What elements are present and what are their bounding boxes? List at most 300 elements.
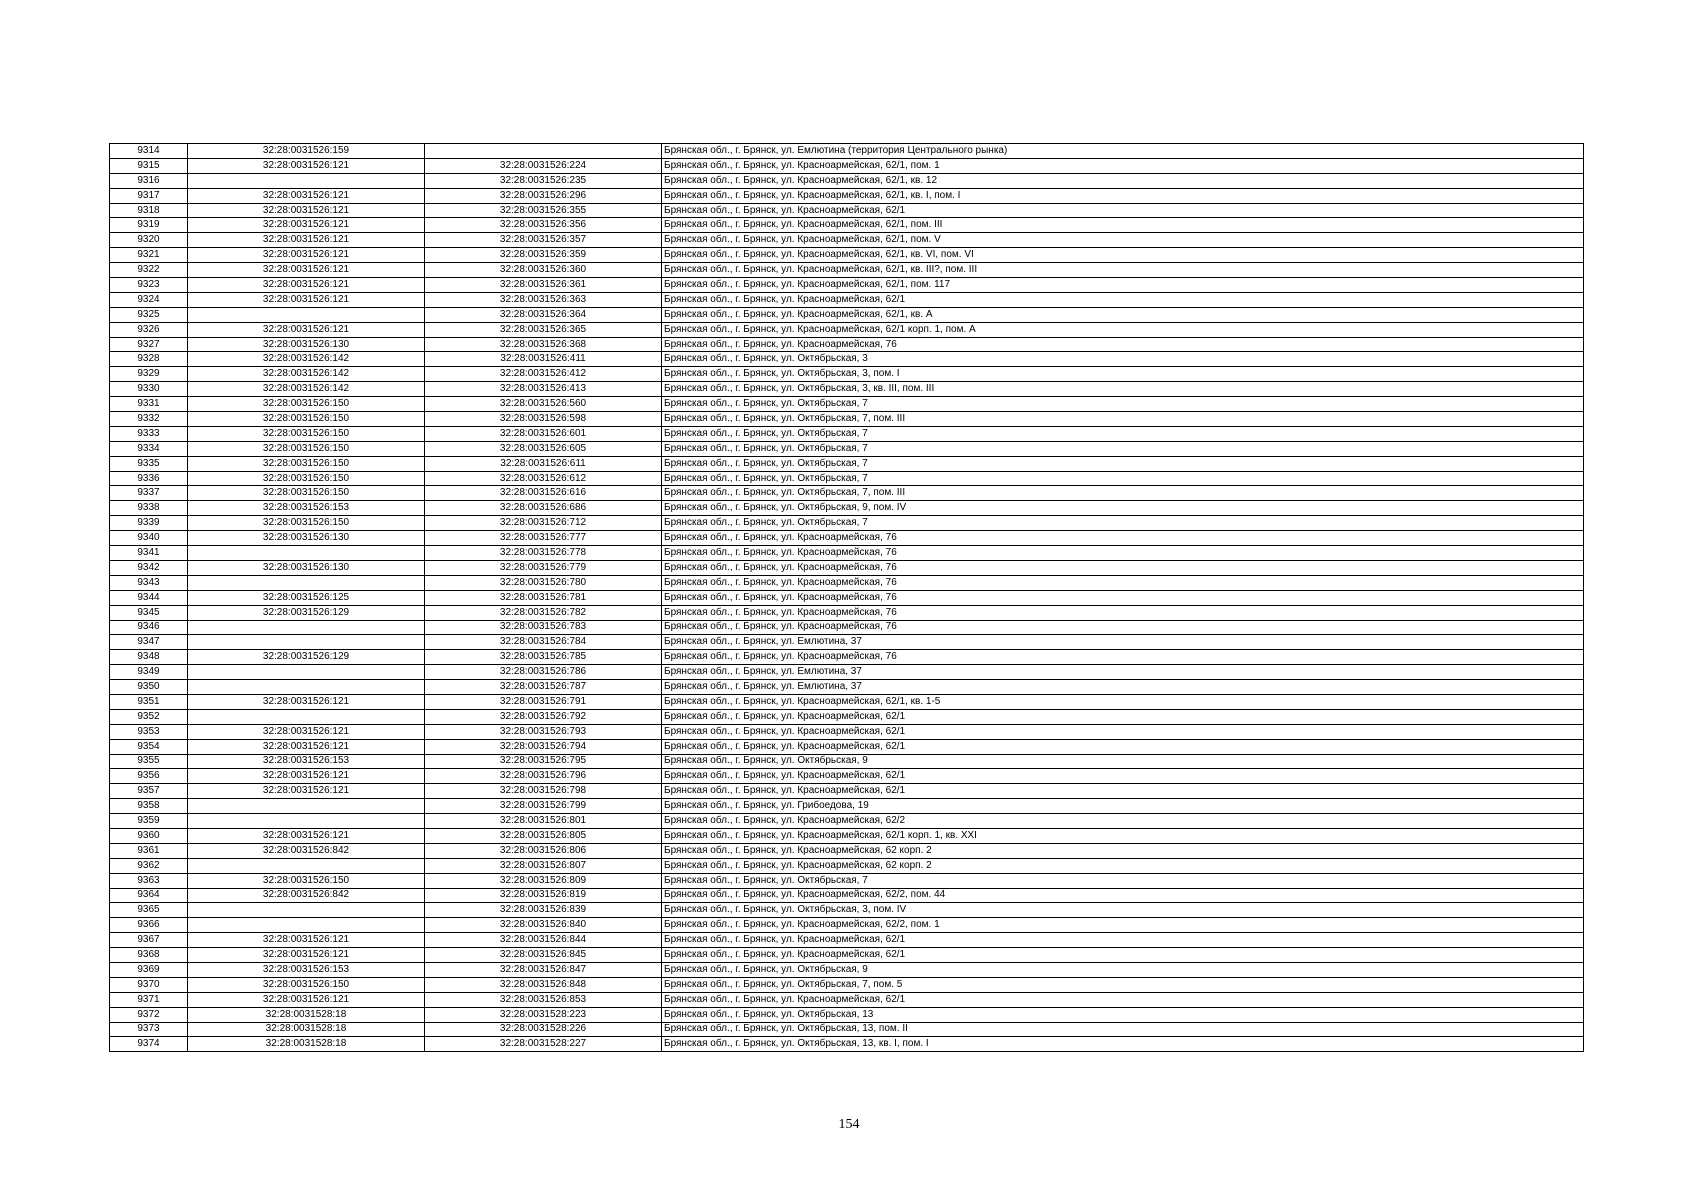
table-row: [110, 471, 1584, 486]
table-row: [110, 292, 1584, 307]
row-number-cell: 9333: [110, 426, 188, 441]
row-number-cell: 9371: [110, 992, 188, 1007]
cadastral-number-cell: 32:28:0031526:794: [425, 739, 662, 754]
parent-cadastral-number-cell: 32:28:0031526:121: [188, 278, 425, 293]
cadastral-number-cell: 32:28:0031526:368: [425, 337, 662, 352]
address-cell: Брянская обл., г. Брянск, ул. Красноармейская, 62 корп. 2: [662, 858, 1584, 873]
table-row: [110, 158, 1584, 173]
row-number-cell: 9336: [110, 471, 188, 486]
cadastral-number-cell: 32:28:0031526:363: [425, 292, 662, 307]
parent-cadastral-number-cell: 32:28:0031526:121: [188, 694, 425, 709]
address-cell: Брянская обл., г. Брянск, ул. Красноармейская, 62/2: [662, 814, 1584, 829]
parent-cadastral-number-cell: 32:28:0031526:150: [188, 977, 425, 992]
page-number: 154: [838, 1117, 860, 1132]
parent-cadastral-number-cell: 32:28:0031526:150: [188, 412, 425, 427]
table-row: [110, 977, 1584, 992]
parent-cadastral-number-cell: 32:28:0031528:18: [188, 1022, 425, 1037]
cadastral-number-cell: 32:28:0031526:796: [425, 769, 662, 784]
parent-cadastral-number-cell: 32:28:0031528:18: [188, 1037, 425, 1052]
cadastral-number-cell: 32:28:0031526:364: [425, 307, 662, 322]
address-cell: Брянская обл., г. Брянск, ул. Октябрьская, 13, пом. II: [662, 1022, 1584, 1037]
address-cell: Брянская обл., г. Брянск, ул. Октябрьская, 7: [662, 441, 1584, 456]
table-row: [110, 918, 1584, 933]
address-cell: Брянская обл., г. Брянск, ул. Октябрьская, 3, пом. I: [662, 367, 1584, 382]
address-cell: Брянская обл., г. Брянск, ул. Красноармейская, 76: [662, 337, 1584, 352]
cadastral-number-cell: 32:28:0031526:560: [425, 397, 662, 412]
parent-cadastral-number-cell: 32:28:0031526:121: [188, 948, 425, 963]
cadastral-number-cell: 32:28:0031526:781: [425, 590, 662, 605]
table-row: [110, 1022, 1584, 1037]
row-number-cell: 9319: [110, 218, 188, 233]
cadastral-number-cell: 32:28:0031526:799: [425, 799, 662, 814]
cadastral-number-cell: 32:28:0031526:801: [425, 814, 662, 829]
row-number-cell: 9323: [110, 278, 188, 293]
address-cell: Брянская обл., г. Брянск, ул. Октябрьская, 7: [662, 873, 1584, 888]
row-number-cell: 9360: [110, 828, 188, 843]
row-number-cell: 9369: [110, 962, 188, 977]
address-cell: Брянская обл., г. Брянск, ул. Красноармейская, 62/1 корп. 1, пом. А: [662, 322, 1584, 337]
row-number-cell: 9317: [110, 188, 188, 203]
row-number-cell: 9341: [110, 546, 188, 561]
address-cell: Брянская обл., г. Брянск, ул. Октябрьская, 7: [662, 426, 1584, 441]
table-row: [110, 620, 1584, 635]
row-number-cell: 9355: [110, 754, 188, 769]
row-number-cell: 9345: [110, 605, 188, 620]
table-row: [110, 769, 1584, 784]
address-cell: Брянская обл., г. Брянск, ул. Красноармейская, 76: [662, 590, 1584, 605]
parent-cadastral-number-cell: 32:28:0031526:121: [188, 828, 425, 843]
address-cell: Брянская обл., г. Брянск, ул. Красноармейская, 62/1, кв. VI, пом. VI: [662, 248, 1584, 263]
table-row: [110, 501, 1584, 516]
parent-cadastral-number-cell: 32:28:0031526:121: [188, 724, 425, 739]
table-row: [110, 590, 1584, 605]
row-number-cell: 9361: [110, 843, 188, 858]
address-cell: Брянская обл., г. Брянск, ул. Красноармейская, 62/1, пом. V: [662, 233, 1584, 248]
table-row: [110, 412, 1584, 427]
cadastral-number-cell: 32:28:0031526:798: [425, 784, 662, 799]
table-row: [110, 278, 1584, 293]
parent-cadastral-number-cell: 32:28:0031526:142: [188, 367, 425, 382]
parent-cadastral-number-cell: [188, 575, 425, 590]
address-cell: Брянская обл., г. Брянск, ул. Красноармейская, 62/1, кв. I, пом. I: [662, 188, 1584, 203]
row-number-cell: 9372: [110, 1007, 188, 1022]
address-cell: Брянская обл., г. Брянск, ул. Красноармейская, 62/1: [662, 709, 1584, 724]
table-row: [110, 1037, 1584, 1052]
cadastral-number-cell: 32:28:0031526:361: [425, 278, 662, 293]
address-cell: Брянская обл., г. Брянск, ул. Красноармейская, 62/1: [662, 292, 1584, 307]
row-number-cell: 9352: [110, 709, 188, 724]
row-number-cell: 9332: [110, 412, 188, 427]
cadastral-number-cell: 32:28:0031526:296: [425, 188, 662, 203]
table-row: [110, 352, 1584, 367]
cadastral-number-cell: 32:28:0031526:605: [425, 441, 662, 456]
table-row: [110, 739, 1584, 754]
table-row: [110, 337, 1584, 352]
table-row: [110, 828, 1584, 843]
parent-cadastral-number-cell: 32:28:0031526:130: [188, 531, 425, 546]
cadastral-number-cell: 32:28:0031526:779: [425, 560, 662, 575]
address-cell: Брянская обл., г. Брянск, ул. Красноармейская, 76: [662, 620, 1584, 635]
address-cell: Брянская обл., г. Брянск, ул. Красноармейская, 76: [662, 531, 1584, 546]
address-cell: Брянская обл., г. Брянск, ул. Октябрьская, 7: [662, 471, 1584, 486]
parent-cadastral-number-cell: 32:28:0031526:130: [188, 337, 425, 352]
table-row: [110, 367, 1584, 382]
row-number-cell: 9368: [110, 948, 188, 963]
cadastral-number-cell: 32:28:0031526:853: [425, 992, 662, 1007]
cadastral-number-cell: 32:28:0031526:778: [425, 546, 662, 561]
address-cell: Брянская обл., г. Брянск, ул. Октябрьская, 7: [662, 397, 1584, 412]
address-cell: Брянская обл., г. Брянск, ул. Октябрьская, 13: [662, 1007, 1584, 1022]
row-number-cell: 9362: [110, 858, 188, 873]
table-row: [110, 694, 1584, 709]
address-cell: Брянская обл., г. Брянск, ул. Октябрьская, 7: [662, 456, 1584, 471]
table-row: [110, 248, 1584, 263]
register-table-body: [110, 144, 1584, 1052]
table-row: [110, 843, 1584, 858]
row-number-cell: 9330: [110, 382, 188, 397]
table-row: [110, 680, 1584, 695]
parent-cadastral-number-cell: [188, 680, 425, 695]
address-cell: Брянская обл., г. Брянск, ул. Красноармейская, 76: [662, 650, 1584, 665]
row-number-cell: 9342: [110, 560, 188, 575]
parent-cadastral-number-cell: [188, 546, 425, 561]
row-number-cell: 9374: [110, 1037, 188, 1052]
row-number-cell: 9351: [110, 694, 188, 709]
row-number-cell: 9337: [110, 486, 188, 501]
address-cell: Брянская обл., г. Брянск, ул. Октябрьская, 3: [662, 352, 1584, 367]
cadastral-number-cell: 32:28:0031526:792: [425, 709, 662, 724]
address-cell: Брянская обл., г. Брянск, ул. Красноармейская, 62/2, пом. 44: [662, 888, 1584, 903]
parent-cadastral-number-cell: 32:28:0031526:150: [188, 456, 425, 471]
cadastral-number-cell: 32:28:0031526:411: [425, 352, 662, 367]
cadastral-register-table: [109, 143, 1584, 1052]
parent-cadastral-number-cell: 32:28:0031526:121: [188, 203, 425, 218]
address-cell: Брянская обл., г. Брянск, ул. Октябрьская, 7, пом. III: [662, 412, 1584, 427]
cadastral-number-cell: 32:28:0031526:784: [425, 635, 662, 650]
cadastral-number-cell: 32:28:0031526:787: [425, 680, 662, 695]
table-row: [110, 144, 1584, 159]
table-row: [110, 382, 1584, 397]
address-cell: Брянская обл., г. Брянск, ул. Красноармейская, 62/1, кв. А: [662, 307, 1584, 322]
row-number-cell: 9347: [110, 635, 188, 650]
parent-cadastral-number-cell: 32:28:0031526:150: [188, 516, 425, 531]
cadastral-number-cell: 32:28:0031528:227: [425, 1037, 662, 1052]
parent-cadastral-number-cell: 32:28:0031526:150: [188, 486, 425, 501]
address-cell: Брянская обл., г. Брянск, ул. Красноармейская, 62/1: [662, 724, 1584, 739]
address-cell: Брянская обл., г. Брянск, ул. Октябрьская, 7: [662, 516, 1584, 531]
parent-cadastral-number-cell: 32:28:0031526:125: [188, 590, 425, 605]
address-cell: Брянская обл., г. Брянск, ул. Красноармейская, 62/1, кв. 1-5: [662, 694, 1584, 709]
address-cell: Брянская обл., г. Брянск, ул. Красноармейская, 62/2, пом. 1: [662, 918, 1584, 933]
address-cell: Брянская обл., г. Брянск, ул. Октябрьская, 9: [662, 754, 1584, 769]
table-row: [110, 233, 1584, 248]
address-cell: Брянская обл., г. Брянск, ул. Красноармейская, 62/1: [662, 933, 1584, 948]
cadastral-number-cell: 32:28:0031526:782: [425, 605, 662, 620]
parent-cadastral-number-cell: 32:28:0031526:153: [188, 962, 425, 977]
address-cell: Брянская обл., г. Брянск, ул. Октябрьская, 3, кв. III, пом. III: [662, 382, 1584, 397]
table-row: [110, 903, 1584, 918]
address-cell: Брянская обл., г. Брянск, ул. Красноармейская, 76: [662, 546, 1584, 561]
cadastral-number-cell: 32:28:0031526:712: [425, 516, 662, 531]
address-cell: Брянская обл., г. Брянск, ул. Октябрьская, 13, кв. I, пом. I: [662, 1037, 1584, 1052]
parent-cadastral-number-cell: 32:28:0031526:121: [188, 292, 425, 307]
parent-cadastral-number-cell: 32:28:0031526:159: [188, 144, 425, 159]
address-cell: Брянская обл., г. Брянск, ул. Емлютина (территория Центрального рынка): [662, 144, 1584, 159]
parent-cadastral-number-cell: [188, 307, 425, 322]
cadastral-number-cell: 32:28:0031526:412: [425, 367, 662, 382]
row-number-cell: 9364: [110, 888, 188, 903]
table-row: [110, 814, 1584, 829]
row-number-cell: 9348: [110, 650, 188, 665]
cadastral-number-cell: 32:28:0031526:786: [425, 665, 662, 680]
parent-cadastral-number-cell: 32:28:0031526:121: [188, 739, 425, 754]
cadastral-number-cell: 32:28:0031526:805: [425, 828, 662, 843]
table-row: [110, 724, 1584, 739]
parent-cadastral-number-cell: 32:28:0031526:121: [188, 933, 425, 948]
table-row: [110, 992, 1584, 1007]
parent-cadastral-number-cell: 32:28:0031526:150: [188, 441, 425, 456]
cadastral-number-cell: 32:28:0031526:611: [425, 456, 662, 471]
address-cell: Брянская обл., г. Брянск, ул. Красноармейская, 62/1: [662, 992, 1584, 1007]
table-row: [110, 397, 1584, 412]
address-cell: Брянская обл., г. Брянск, ул. Красноармейская, 62/1, пом. 117: [662, 278, 1584, 293]
table-row: [110, 873, 1584, 888]
table-row: [110, 441, 1584, 456]
cadastral-number-cell: 32:28:0031526:601: [425, 426, 662, 441]
address-cell: Брянская обл., г. Брянск, ул. Красноармейская, 62/1: [662, 203, 1584, 218]
table-row: [110, 799, 1584, 814]
row-number-cell: 9321: [110, 248, 188, 263]
row-number-cell: 9365: [110, 903, 188, 918]
table-row: [110, 516, 1584, 531]
table-row: [110, 754, 1584, 769]
cadastral-number-cell: 32:28:0031526:356: [425, 218, 662, 233]
address-cell: Брянская обл., г. Брянск, ул. Емлютина, 37: [662, 665, 1584, 680]
row-number-cell: 9324: [110, 292, 188, 307]
address-cell: Брянская обл., г. Брянск, ул. Октябрьская, 9: [662, 962, 1584, 977]
parent-cadastral-number-cell: [188, 814, 425, 829]
address-cell: Брянская обл., г. Брянск, ул. Красноармейская, 76: [662, 605, 1584, 620]
parent-cadastral-number-cell: 32:28:0031526:150: [188, 471, 425, 486]
parent-cadastral-number-cell: 32:28:0031526:130: [188, 560, 425, 575]
address-cell: Брянская обл., г. Брянск, ул. Красноармейская, 62/1: [662, 948, 1584, 963]
parent-cadastral-number-cell: [188, 918, 425, 933]
row-number-cell: 9367: [110, 933, 188, 948]
row-number-cell: 9346: [110, 620, 188, 635]
table-row: [110, 784, 1584, 799]
cadastral-number-cell: 32:28:0031526:413: [425, 382, 662, 397]
table-row: [110, 218, 1584, 233]
address-cell: Брянская обл., г. Брянск, ул. Красноармейская, 62/1, кв. 12: [662, 173, 1584, 188]
parent-cadastral-number-cell: 32:28:0031526:150: [188, 873, 425, 888]
row-number-cell: 9356: [110, 769, 188, 784]
table-row: [110, 665, 1584, 680]
table-row: [110, 933, 1584, 948]
parent-cadastral-number-cell: 32:28:0031526:121: [188, 784, 425, 799]
parent-cadastral-number-cell: 32:28:0031526:150: [188, 397, 425, 412]
address-cell: Брянская обл., г. Брянск, ул. Красноармейская, 76: [662, 560, 1584, 575]
cadastral-number-cell: 32:28:0031526:845: [425, 948, 662, 963]
row-number-cell: 9335: [110, 456, 188, 471]
parent-cadastral-number-cell: [188, 709, 425, 724]
address-cell: Брянская обл., г. Брянск, ул. Красноармейская, 62/1: [662, 769, 1584, 784]
cadastral-number-cell: 32:28:0031526:783: [425, 620, 662, 635]
table-row: [110, 203, 1584, 218]
parent-cadastral-number-cell: 32:28:0031526:121: [188, 248, 425, 263]
address-cell: Брянская обл., г. Брянск, ул. Емлютина, 37: [662, 680, 1584, 695]
parent-cadastral-number-cell: 32:28:0031526:121: [188, 218, 425, 233]
cadastral-number-cell: 32:28:0031526:809: [425, 873, 662, 888]
cadastral-number-cell: 32:28:0031526:224: [425, 158, 662, 173]
table-row: [110, 322, 1584, 337]
cadastral-number-cell: 32:28:0031526:598: [425, 412, 662, 427]
cadastral-number-cell: 32:28:0031526:612: [425, 471, 662, 486]
address-cell: Брянская обл., г. Брянск, ул. Октябрьская, 7, пом. 5: [662, 977, 1584, 992]
address-cell: Брянская обл., г. Брянск, ул. Красноармейская, 62/1: [662, 784, 1584, 799]
parent-cadastral-number-cell: 32:28:0031526:153: [188, 754, 425, 769]
cadastral-number-cell: 32:28:0031526:777: [425, 531, 662, 546]
parent-cadastral-number-cell: 32:28:0031526:842: [188, 888, 425, 903]
parent-cadastral-number-cell: 32:28:0031526:153: [188, 501, 425, 516]
row-number-cell: 9359: [110, 814, 188, 829]
row-number-cell: 9349: [110, 665, 188, 680]
address-cell: Брянская обл., г. Брянск, ул. Красноармейская, 62/1, кв. III?, пом. III: [662, 263, 1584, 278]
table-row: [110, 426, 1584, 441]
cadastral-number-cell: 32:28:0031526:365: [425, 322, 662, 337]
parent-cadastral-number-cell: 32:28:0031526:121: [188, 158, 425, 173]
parent-cadastral-number-cell: 32:28:0031526:121: [188, 263, 425, 278]
address-cell: Брянская обл., г. Брянск, ул. Октябрьская, 9, пом. IV: [662, 501, 1584, 516]
row-number-cell: 9316: [110, 173, 188, 188]
row-number-cell: 9373: [110, 1022, 188, 1037]
cadastral-number-cell: 32:28:0031528:226: [425, 1022, 662, 1037]
row-number-cell: 9315: [110, 158, 188, 173]
row-number-cell: 9314: [110, 144, 188, 159]
table-row: [110, 948, 1584, 963]
row-number-cell: 9370: [110, 977, 188, 992]
parent-cadastral-number-cell: [188, 635, 425, 650]
parent-cadastral-number-cell: [188, 903, 425, 918]
cadastral-number-cell: 32:28:0031526:807: [425, 858, 662, 873]
address-cell: Брянская обл., г. Брянск, ул. Октябрьская, 7, пом. III: [662, 486, 1584, 501]
table-row: [110, 263, 1584, 278]
parent-cadastral-number-cell: 32:28:0031526:121: [188, 322, 425, 337]
cadastral-number-cell: 32:28:0031526:847: [425, 962, 662, 977]
parent-cadastral-number-cell: 32:28:0031526:129: [188, 650, 425, 665]
cadastral-number-cell: 32:28:0031526:780: [425, 575, 662, 590]
row-number-cell: 9363: [110, 873, 188, 888]
row-number-cell: 9334: [110, 441, 188, 456]
parent-cadastral-number-cell: [188, 620, 425, 635]
parent-cadastral-number-cell: [188, 799, 425, 814]
cadastral-number-cell: 32:28:0031526:795: [425, 754, 662, 769]
row-number-cell: 9327: [110, 337, 188, 352]
address-cell: Брянская обл., г. Брянск, ул. Емлютина, 37: [662, 635, 1584, 650]
cadastral-number-cell: 32:28:0031526:819: [425, 888, 662, 903]
row-number-cell: 9340: [110, 531, 188, 546]
table-row: [110, 962, 1584, 977]
row-number-cell: 9350: [110, 680, 188, 695]
cadastral-number-cell: 32:28:0031526:785: [425, 650, 662, 665]
parent-cadastral-number-cell: [188, 665, 425, 680]
table-row: [110, 650, 1584, 665]
cadastral-number-cell: 32:28:0031526:806: [425, 843, 662, 858]
parent-cadastral-number-cell: 32:28:0031526:121: [188, 992, 425, 1007]
address-cell: Брянская обл., г. Брянск, ул. Красноармейская, 62 корп. 2: [662, 843, 1584, 858]
address-cell: Брянская обл., г. Брянск, ул. Октябрьская, 3, пом. IV: [662, 903, 1584, 918]
address-cell: Брянская обл., г. Брянск, ул. Красноармейская, 76: [662, 575, 1584, 590]
table-row: [110, 709, 1584, 724]
cadastral-number-cell: 32:28:0031526:840: [425, 918, 662, 933]
cadastral-number-cell: 32:28:0031526:235: [425, 173, 662, 188]
row-number-cell: 9338: [110, 501, 188, 516]
parent-cadastral-number-cell: 32:28:0031526:842: [188, 843, 425, 858]
cadastral-number-cell: 32:28:0031526:616: [425, 486, 662, 501]
parent-cadastral-number-cell: 32:28:0031528:18: [188, 1007, 425, 1022]
row-number-cell: 9329: [110, 367, 188, 382]
row-number-cell: 9343: [110, 575, 188, 590]
row-number-cell: 9344: [110, 590, 188, 605]
row-number-cell: 9331: [110, 397, 188, 412]
table-row: [110, 188, 1584, 203]
table-row: [110, 888, 1584, 903]
row-number-cell: 9322: [110, 263, 188, 278]
row-number-cell: 9357: [110, 784, 188, 799]
row-number-cell: 9358: [110, 799, 188, 814]
table-row: [110, 456, 1584, 471]
table-row: [110, 307, 1584, 322]
table-row: [110, 560, 1584, 575]
row-number-cell: 9318: [110, 203, 188, 218]
address-cell: Брянская обл., г. Брянск, ул. Красноармейская, 62/1: [662, 739, 1584, 754]
parent-cadastral-number-cell: [188, 173, 425, 188]
row-number-cell: 9354: [110, 739, 188, 754]
table-row: [110, 546, 1584, 561]
table-row: [110, 173, 1584, 188]
row-number-cell: 9328: [110, 352, 188, 367]
parent-cadastral-number-cell: 32:28:0031526:121: [188, 233, 425, 248]
cadastral-number-cell: 32:28:0031526:844: [425, 933, 662, 948]
cadastral-number-cell: 32:28:0031526:355: [425, 203, 662, 218]
parent-cadastral-number-cell: [188, 858, 425, 873]
row-number-cell: 9320: [110, 233, 188, 248]
row-number-cell: 9339: [110, 516, 188, 531]
table-row: [110, 605, 1584, 620]
parent-cadastral-number-cell: 32:28:0031526:121: [188, 769, 425, 784]
row-number-cell: 9326: [110, 322, 188, 337]
parent-cadastral-number-cell: 32:28:0031526:142: [188, 382, 425, 397]
cadastral-number-cell: 32:28:0031526:839: [425, 903, 662, 918]
table-row: [110, 575, 1584, 590]
cadastral-number-cell: 32:28:0031526:360: [425, 263, 662, 278]
table-row: [110, 531, 1584, 546]
cadastral-number-cell: 32:28:0031526:791: [425, 694, 662, 709]
address-cell: Брянская обл., г. Брянск, ул. Красноармейская, 62/1, пом. 1: [662, 158, 1584, 173]
parent-cadastral-number-cell: 32:28:0031526:129: [188, 605, 425, 620]
cadastral-number-cell: 32:28:0031526:357: [425, 233, 662, 248]
cadastral-number-cell: 32:28:0031526:848: [425, 977, 662, 992]
row-number-cell: 9353: [110, 724, 188, 739]
row-number-cell: 9366: [110, 918, 188, 933]
parent-cadastral-number-cell: 32:28:0031526:142: [188, 352, 425, 367]
table-row: [110, 635, 1584, 650]
address-cell: Брянская обл., г. Брянск, ул. Грибоедова, 19: [662, 799, 1584, 814]
cadastral-number-cell: 32:28:0031526:793: [425, 724, 662, 739]
cadastral-number-cell: 32:28:0031528:223: [425, 1007, 662, 1022]
table-row: [110, 1007, 1584, 1022]
cadastral-number-cell: 32:28:0031526:686: [425, 501, 662, 516]
address-cell: Брянская обл., г. Брянск, ул. Красноармейская, 62/1, пом. III: [662, 218, 1584, 233]
